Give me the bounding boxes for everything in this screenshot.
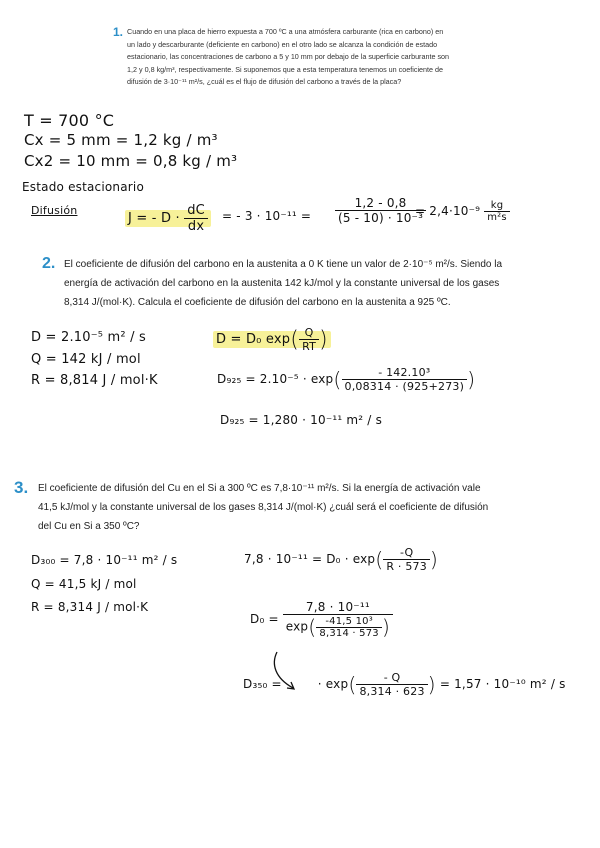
s3-d0-inner-num: -41,5 10³ bbox=[316, 616, 381, 628]
s3-eqa-num: -Q bbox=[383, 546, 430, 560]
question-1-line: 1,2 y 0,8 kg/m³, respectivamente. Si suponemos que a esta temperatura tenemos un coeficiente de bbox=[127, 64, 444, 74]
s2-d925-lhs: D₉₂₅ = 2.10⁻⁵ · exp bbox=[217, 372, 334, 386]
s1-fick-den: dx bbox=[187, 219, 205, 234]
question-1-line: un lado y descarburante (deficiente en carbono) en el otro lado se alcanza la condición de estado bbox=[127, 39, 438, 49]
s2-arrhenius-formula bbox=[213, 326, 331, 353]
question-3-line: El coeficiente de difusión del Cu en el Si a 300 ºC es 7,8·10⁻¹¹ m²/s. Si la energía de activación vale bbox=[38, 483, 481, 494]
s1-fick-fraction bbox=[184, 203, 208, 234]
s3-activation-energy: Q = 41,5 kJ / mol bbox=[31, 577, 137, 591]
s1-fick-num: dC bbox=[184, 203, 208, 219]
s1-fraction-num: 1,2 - 0,8 bbox=[335, 196, 426, 211]
question-2-line: 8,314 J/(mol·K). Calcula el coeficiente de difusión del carbono en la austenita a 925 ºC. bbox=[64, 297, 451, 308]
question-1-number: 1. bbox=[113, 25, 124, 39]
question-1-line: estacionario, las concentraciones de carbono a 5 y 10 mm por debajo de la superficie carburante son bbox=[127, 52, 450, 62]
s2-formula-lhs: D = D₀ exp bbox=[216, 332, 291, 347]
s1-units-den: m²s bbox=[487, 212, 507, 223]
s2-d925-result: D₉₂₅ = 1,280 · 10⁻¹¹ m² / s bbox=[220, 413, 383, 427]
s3-d350-num: - Q bbox=[356, 671, 427, 685]
s1-result bbox=[415, 200, 510, 223]
s2-gas-constant: R = 8,814 J / mol·K bbox=[31, 373, 158, 388]
question-2-number: 2. bbox=[42, 255, 56, 272]
s1-diffusion-label: Difusión bbox=[31, 204, 78, 217]
s3-d0-lhs: D₀ = bbox=[250, 612, 279, 626]
s2-d925-fraction bbox=[342, 366, 468, 393]
question-2-line: El coeficiente de difusión del carbono en la austenita a 0 K tiene un valor de 2·10⁻⁵ m²/s. Siendo la bbox=[64, 259, 503, 270]
s1-result-units bbox=[484, 200, 510, 223]
s3-d0-den-exp: exp bbox=[285, 619, 309, 634]
s1-temperature: T = 700 °C bbox=[24, 111, 115, 130]
s1-concentration-2: Cx2 = 10 mm = 0,8 kg / m³ bbox=[24, 152, 238, 170]
s3-eqa-lhs: 7,8 · 10⁻¹¹ = D₀ · exp bbox=[244, 552, 376, 566]
s3-d350-mid: · exp bbox=[317, 677, 349, 691]
s3-eqa-den: R · 573 bbox=[386, 560, 427, 573]
s1-fraction-den: (5 - 10) · 10⁻³ bbox=[338, 211, 424, 225]
s3-d0-expression bbox=[250, 600, 393, 639]
s1-fraction bbox=[335, 196, 426, 225]
s3-d0-den: exp( $\frac{\text{-41,5 10³}}{8,314 \cdot 573}$ ) bbox=[285, 615, 391, 639]
s2-d925-den: 0,08314 · (925+273) bbox=[344, 380, 465, 393]
s2-formula-num: Q bbox=[299, 326, 319, 340]
question-1-line: Cuando en una placa de hierro expuesta a 700 ºC a una atmósfera carburante (rica en carbono) en bbox=[127, 27, 444, 36]
s2-d925-num: - 142.10³ bbox=[342, 366, 468, 380]
s1-concentration-1: Cx = 5 mm = 1,2 kg / m³ bbox=[24, 131, 218, 149]
question-3-number: 3. bbox=[14, 478, 29, 497]
s3-d0-inner-fraction bbox=[316, 616, 381, 639]
question-3-line: del Cu en Si a 350 ºC? bbox=[38, 521, 140, 532]
s1-units-num: kg bbox=[484, 200, 510, 212]
question-3-line: 41,5 kJ/mol y la constante universal de los gases 8,314 J/(mol·K) ¿cuál será el coeficiente de difusión bbox=[38, 502, 489, 513]
s1-main-fraction bbox=[335, 196, 426, 225]
s1-equation-1: = - 3 · 10⁻¹¹ = bbox=[222, 209, 312, 223]
s3-d350-lhs: D₃₅₀ = bbox=[243, 677, 282, 691]
s2-d925-substitution: D₉₂₅ = 2.10⁻⁵ · exp( $\frac{\text{- 142.10³}}{0,08314 \cdot (925+273)}$ ) bbox=[217, 366, 476, 393]
question-1-text bbox=[127, 26, 457, 89]
s1-fick-lhs: J = - D · bbox=[128, 211, 180, 226]
s1-steady-state: Estado estacionario bbox=[22, 180, 145, 194]
s3-d300-value: D₃₀₀ = 7,8 · 10⁻¹¹ m² / s bbox=[31, 553, 178, 567]
s3-eqa-fraction bbox=[383, 546, 430, 573]
s2-formula-fraction bbox=[299, 326, 319, 353]
question-1-line: difusión de 3·10⁻¹¹ m²/s, ¿cuál es el flujo de difusión del carbono a través de la placa? bbox=[127, 77, 402, 87]
s3-d350-result: = 1,57 · 10⁻¹⁰ m² / s bbox=[439, 677, 566, 691]
s3-d350-fraction bbox=[356, 671, 427, 698]
s1-fick-highlight bbox=[125, 203, 211, 234]
s1-fick-law bbox=[125, 203, 211, 234]
s1-result-value: = 2,4·10⁻⁹ bbox=[415, 204, 481, 218]
s3-d350-den: 8,314 · 623 bbox=[359, 685, 425, 698]
question-3-text bbox=[38, 479, 538, 536]
s2-activation-energy: Q = 142 kJ / mol bbox=[31, 352, 141, 367]
question-2-line: energía de activación del carbono en la austenita 142 kJ/mol y la constante universal de los gases bbox=[64, 278, 500, 289]
s2-formula-highlight: D = D₀ exp( $\frac{Q}{RT}$ ) bbox=[213, 331, 331, 348]
s3-d350-expression: D₃₅₀ = · exp( $\frac{- Q}{8,314 \cdot 623}$ ) = 1,57 · 10⁻¹⁰ m² / s bbox=[243, 671, 566, 698]
s3-d0-num: 7,8 · 10⁻¹¹ bbox=[283, 600, 393, 615]
question-2-text bbox=[64, 255, 534, 312]
s3-gas-constant: R = 8,314 J / mol·K bbox=[31, 600, 149, 614]
s3-equation-a: 7,8 · 10⁻¹¹ = D₀ · exp( $\frac{-Q}{R \cdot 573}$ ) bbox=[244, 546, 439, 573]
s3-d0-inner-den: 8,314 · 573 bbox=[319, 627, 379, 639]
s3-d0-fraction bbox=[283, 600, 393, 639]
s2-formula-den: RT bbox=[302, 340, 317, 353]
s2-d0-value: D = 2.10⁻⁵ m² / s bbox=[31, 330, 147, 345]
